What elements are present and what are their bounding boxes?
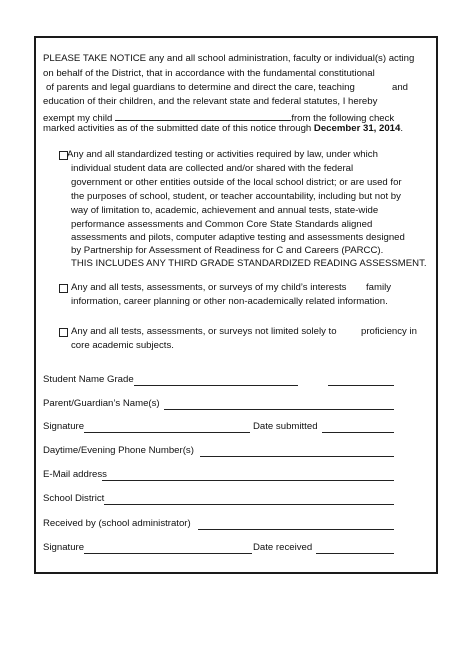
email-label: E-Mail address [43, 469, 107, 480]
date-received-field[interactable] [316, 553, 394, 554]
item2-line-2: information, career planning or other non-academically related information. [71, 296, 388, 307]
notice-line-1: PLEASE TAKE NOTICE any and all school administration, faculty or individual(s) acting [43, 53, 415, 64]
exempt-label: exempt my child [43, 113, 113, 124]
checkbox-interests-survey[interactable] [59, 284, 68, 293]
item2-line-1: Any and all tests, assessments, or surveys of my child’s interests [71, 282, 347, 293]
item1-line-9: THIS INCLUDES ANY THIRD GRADE STANDARDIZED READING ASSESSMENT. [71, 258, 427, 269]
item3-tail: proficiency in [361, 326, 417, 337]
grade-field[interactable] [328, 385, 394, 386]
item1-line-4: the purposes of school, student, or teacher accountability, including but not by [71, 191, 401, 202]
notice-line-2: on behalf of the District, that in accordance with the fundamental constitutional [43, 68, 375, 79]
item1-line-5: way of limitation to, academic, achievement and annual tests, state-wide [71, 205, 379, 216]
student-name-label: Student Name [43, 374, 105, 385]
school-district-field[interactable] [104, 504, 394, 505]
parent-names-label: Parent/Guardian’s Name(s) [43, 398, 160, 409]
item1-line-1: Any and all standardized testing or activities required by law, under which [67, 149, 378, 160]
received-by-field[interactable] [198, 529, 394, 530]
date-submitted-field[interactable] [322, 432, 394, 433]
admin-signature-field[interactable] [84, 553, 252, 554]
notice-line-4: education of their children, and the relevant state and federal statutes, I hereby [43, 96, 378, 107]
date-received-label: Date received [253, 542, 313, 553]
signature-label: Signature [43, 421, 85, 432]
deadline-date: December 31, 2014 [313, 123, 401, 134]
item1-line-2: individual student data are collected and/or shared with the federal [71, 163, 354, 174]
through-label: marked activities as of the submitted date of this notice through [43, 123, 312, 134]
checkbox-non-core-tests[interactable] [59, 328, 68, 337]
school-district-label: School District [43, 493, 105, 504]
item1-line-6: performance assessments and Common Core State Standards aligned [71, 219, 373, 230]
child-name-field[interactable] [115, 110, 291, 121]
received-by-label: Received by (school administrator) [43, 518, 191, 529]
item1-line-8: by Partnership for Assessment of Readiness for C and Careers (PARCC). [71, 245, 384, 256]
date-submitted-label: Date submitted [253, 421, 318, 432]
period: . [400, 123, 403, 134]
item2-tail: family [366, 282, 392, 293]
item1-line-7: assessments and pilots, computer adaptive testing and assessments designed [71, 232, 405, 243]
parent-names-field[interactable] [164, 409, 394, 410]
signature-field[interactable] [84, 432, 250, 433]
item3-line-1: Any and all tests, assessments, or surveys not limited solely to [71, 326, 337, 337]
item1-line-3: government or other entities outside of the local school district; or are used for [71, 177, 402, 188]
phone-field[interactable] [200, 456, 394, 457]
email-field[interactable] [102, 480, 394, 481]
admin-signature-label: Signature [43, 542, 85, 553]
item3-line-2: core academic subjects. [71, 340, 174, 351]
exempt-label-end: from the following check [291, 113, 395, 124]
notice-line-6 [43, 123, 403, 135]
notice-line-3-end: and [392, 82, 409, 93]
student-name-field[interactable] [134, 385, 298, 386]
grade-label: Grade [107, 374, 134, 385]
phone-label: Daytime/Evening Phone Number(s) [43, 445, 194, 456]
notice-line-3: of parents and legal guardians to determine and direct the care, teaching [46, 82, 355, 93]
